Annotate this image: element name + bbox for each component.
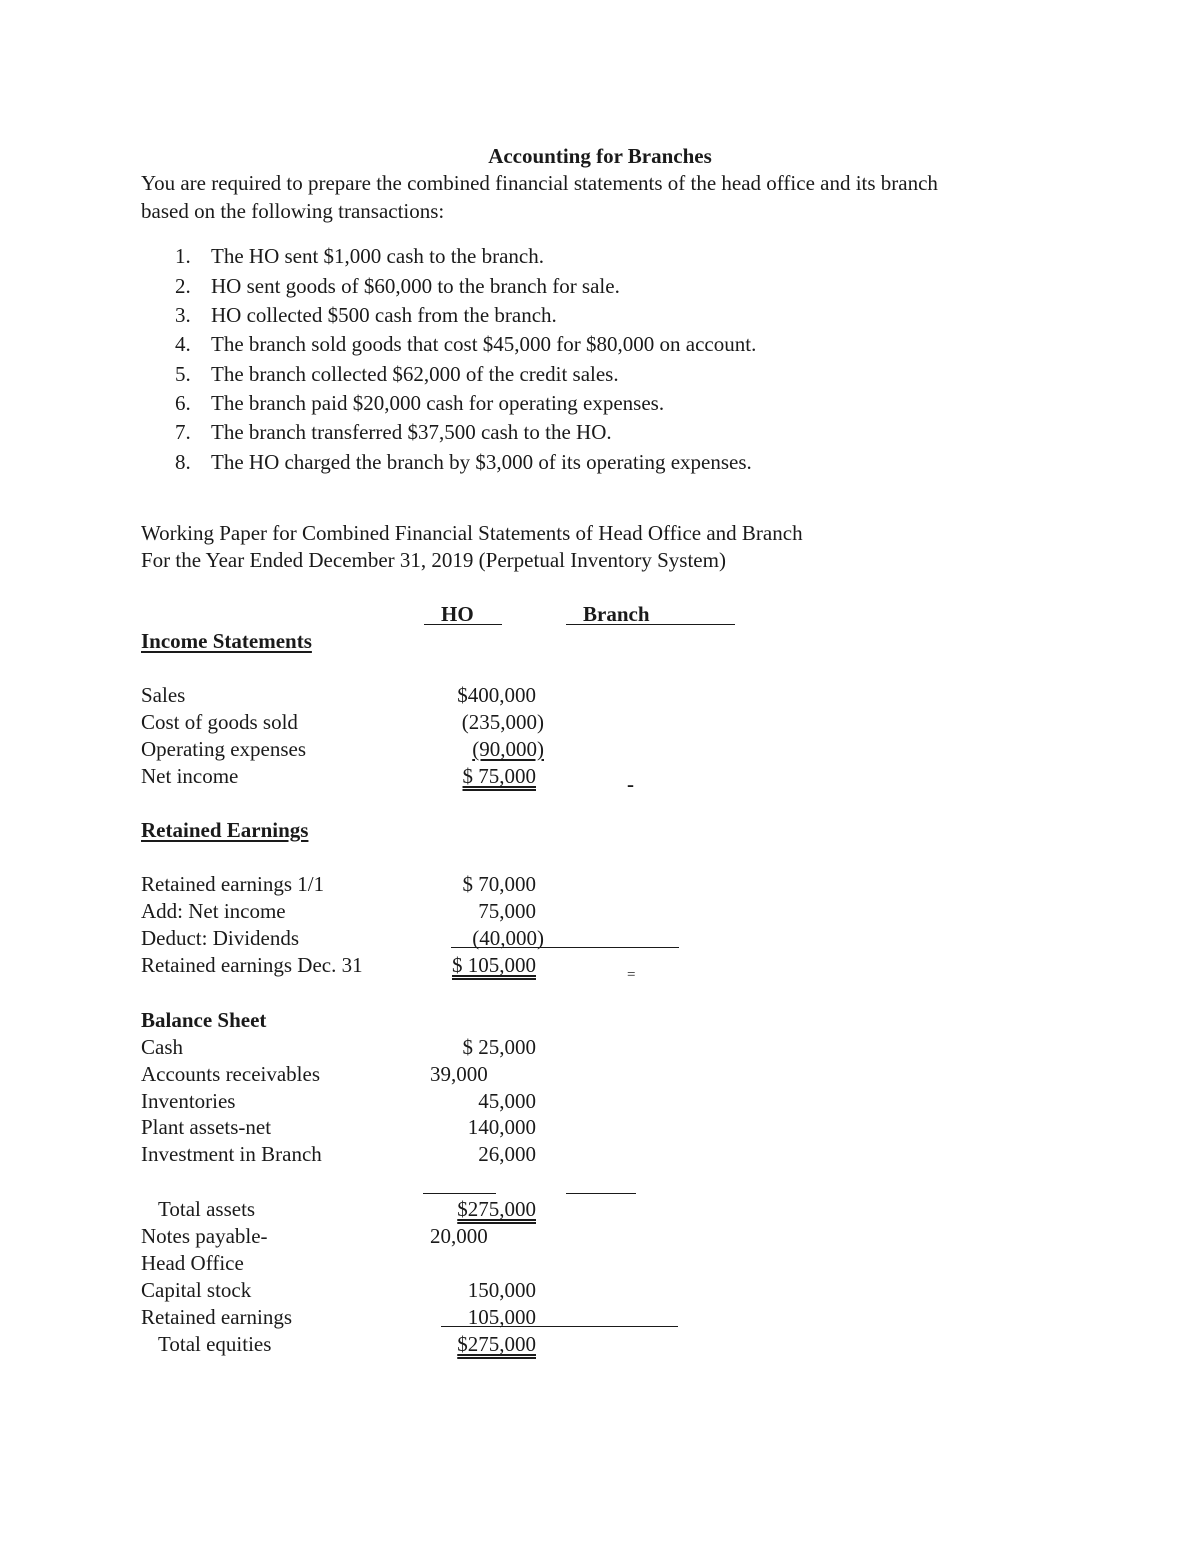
ho-amount: 26,000 bbox=[478, 1142, 536, 1166]
row-label: Plant assets-net bbox=[141, 1115, 272, 1139]
row-label: Operating expenses bbox=[141, 737, 307, 761]
list-item: HO sent goods of $60,000 to the branch for sale. bbox=[211, 274, 620, 298]
row-label: Add: Net income bbox=[141, 899, 286, 923]
list-item-number: 8. bbox=[175, 450, 191, 474]
document-title: Accounting for Branches bbox=[488, 144, 712, 168]
list-item: The branch collected $62,000 of the credit sales. bbox=[211, 362, 619, 386]
list-item: HO collected $500 cash from the branch. bbox=[211, 303, 557, 327]
list-item-number: 1. bbox=[175, 244, 191, 268]
list-item: The branch paid $20,000 cash for operating expenses. bbox=[211, 391, 665, 415]
ho-amount: 20,000 bbox=[430, 1224, 488, 1248]
row-label: Retained earnings bbox=[141, 1305, 293, 1329]
list-item: The branch transferred $37,500 cash to the HO. bbox=[211, 420, 612, 444]
row-label: Retained earnings 1/1 bbox=[141, 872, 325, 896]
column-header-ho: HO bbox=[441, 602, 474, 626]
column-header-branch: Branch bbox=[583, 602, 650, 626]
income-statements-heading: Income Statements bbox=[141, 629, 312, 653]
ho-amount: $ 105,000 bbox=[452, 953, 536, 977]
list-item: The HO charged the branch by $3,000 of its operating expenses. bbox=[211, 450, 752, 474]
column-header-ho-underline bbox=[424, 624, 502, 625]
ho-amount: (40,000) bbox=[472, 926, 544, 950]
ho-amount: (235,000) bbox=[461, 710, 544, 734]
ho-amount: 75,000 bbox=[478, 899, 536, 923]
row-label: Total equities bbox=[158, 1332, 272, 1356]
retained-earnings-heading: Retained Earnings bbox=[141, 818, 309, 842]
row-label: Net income bbox=[141, 764, 239, 788]
working-paper-period: For the Year Ended December 31, 2019 (Perpetual Inventory System) bbox=[141, 548, 726, 572]
row-label: Sales bbox=[141, 683, 186, 707]
row-label: Capital stock bbox=[141, 1278, 252, 1302]
ho-amount: $ 25,000 bbox=[462, 1035, 536, 1059]
ho-amount: $ 75,000 bbox=[462, 764, 536, 788]
list-item-number: 7. bbox=[175, 420, 191, 444]
ho-amount: (90,000) bbox=[472, 737, 544, 761]
retained-earnings-underline bbox=[441, 1326, 678, 1327]
intro-text-line-2: based on the following transactions: bbox=[141, 199, 445, 223]
row-label: Retained earnings Dec. 31 bbox=[141, 953, 363, 977]
row-label: Cost of goods sold bbox=[141, 710, 298, 734]
column-header-branch-underline bbox=[566, 624, 735, 625]
ho-amount: 39,000 bbox=[430, 1062, 488, 1086]
assets-subtotal-line-branch bbox=[566, 1193, 636, 1194]
list-item-number: 6. bbox=[175, 391, 191, 415]
branch-amount: - bbox=[627, 772, 634, 796]
dividends-underline bbox=[451, 947, 679, 948]
assets-subtotal-line-ho bbox=[423, 1193, 496, 1194]
list-item: The HO sent $1,000 cash to the branch. bbox=[211, 244, 544, 268]
ho-amount: $275,000 bbox=[457, 1332, 536, 1356]
row-label: Total assets bbox=[158, 1197, 256, 1221]
ho-amount: $275,000 bbox=[457, 1197, 536, 1221]
row-label: Accounts receivables bbox=[141, 1062, 321, 1086]
row-label: Notes payable- bbox=[141, 1224, 268, 1248]
ho-amount: 105,000 bbox=[467, 1305, 536, 1329]
list-item-number: 4. bbox=[175, 332, 191, 356]
list-item-number: 3. bbox=[175, 303, 191, 327]
row-label: Cash bbox=[141, 1035, 183, 1059]
ho-amount: 150,000 bbox=[467, 1278, 536, 1302]
ho-amount: 140,000 bbox=[467, 1115, 536, 1139]
ho-amount: $400,000 bbox=[457, 683, 536, 707]
row-label: Deduct: Dividends bbox=[141, 926, 300, 950]
ho-amount: 45,000 bbox=[478, 1089, 536, 1113]
row-label: Investment in Branch bbox=[141, 1142, 322, 1166]
balance-sheet-heading: Balance Sheet bbox=[141, 1008, 267, 1032]
branch-amount: = bbox=[627, 967, 636, 983]
intro-text-line-1: You are required to prepare the combined financial statements of the head office and its branch bbox=[141, 171, 938, 195]
row-label: Head Office bbox=[141, 1251, 244, 1275]
row-label: Inventories bbox=[141, 1089, 236, 1113]
ho-amount: $ 70,000 bbox=[462, 872, 536, 896]
list-item-number: 5. bbox=[175, 362, 191, 386]
working-paper-title: Working Paper for Combined Financial Statements of Head Office and Branch bbox=[141, 521, 803, 545]
list-item-number: 2. bbox=[175, 274, 191, 298]
list-item: The branch sold goods that cost $45,000 for $80,000 on account. bbox=[211, 332, 757, 356]
